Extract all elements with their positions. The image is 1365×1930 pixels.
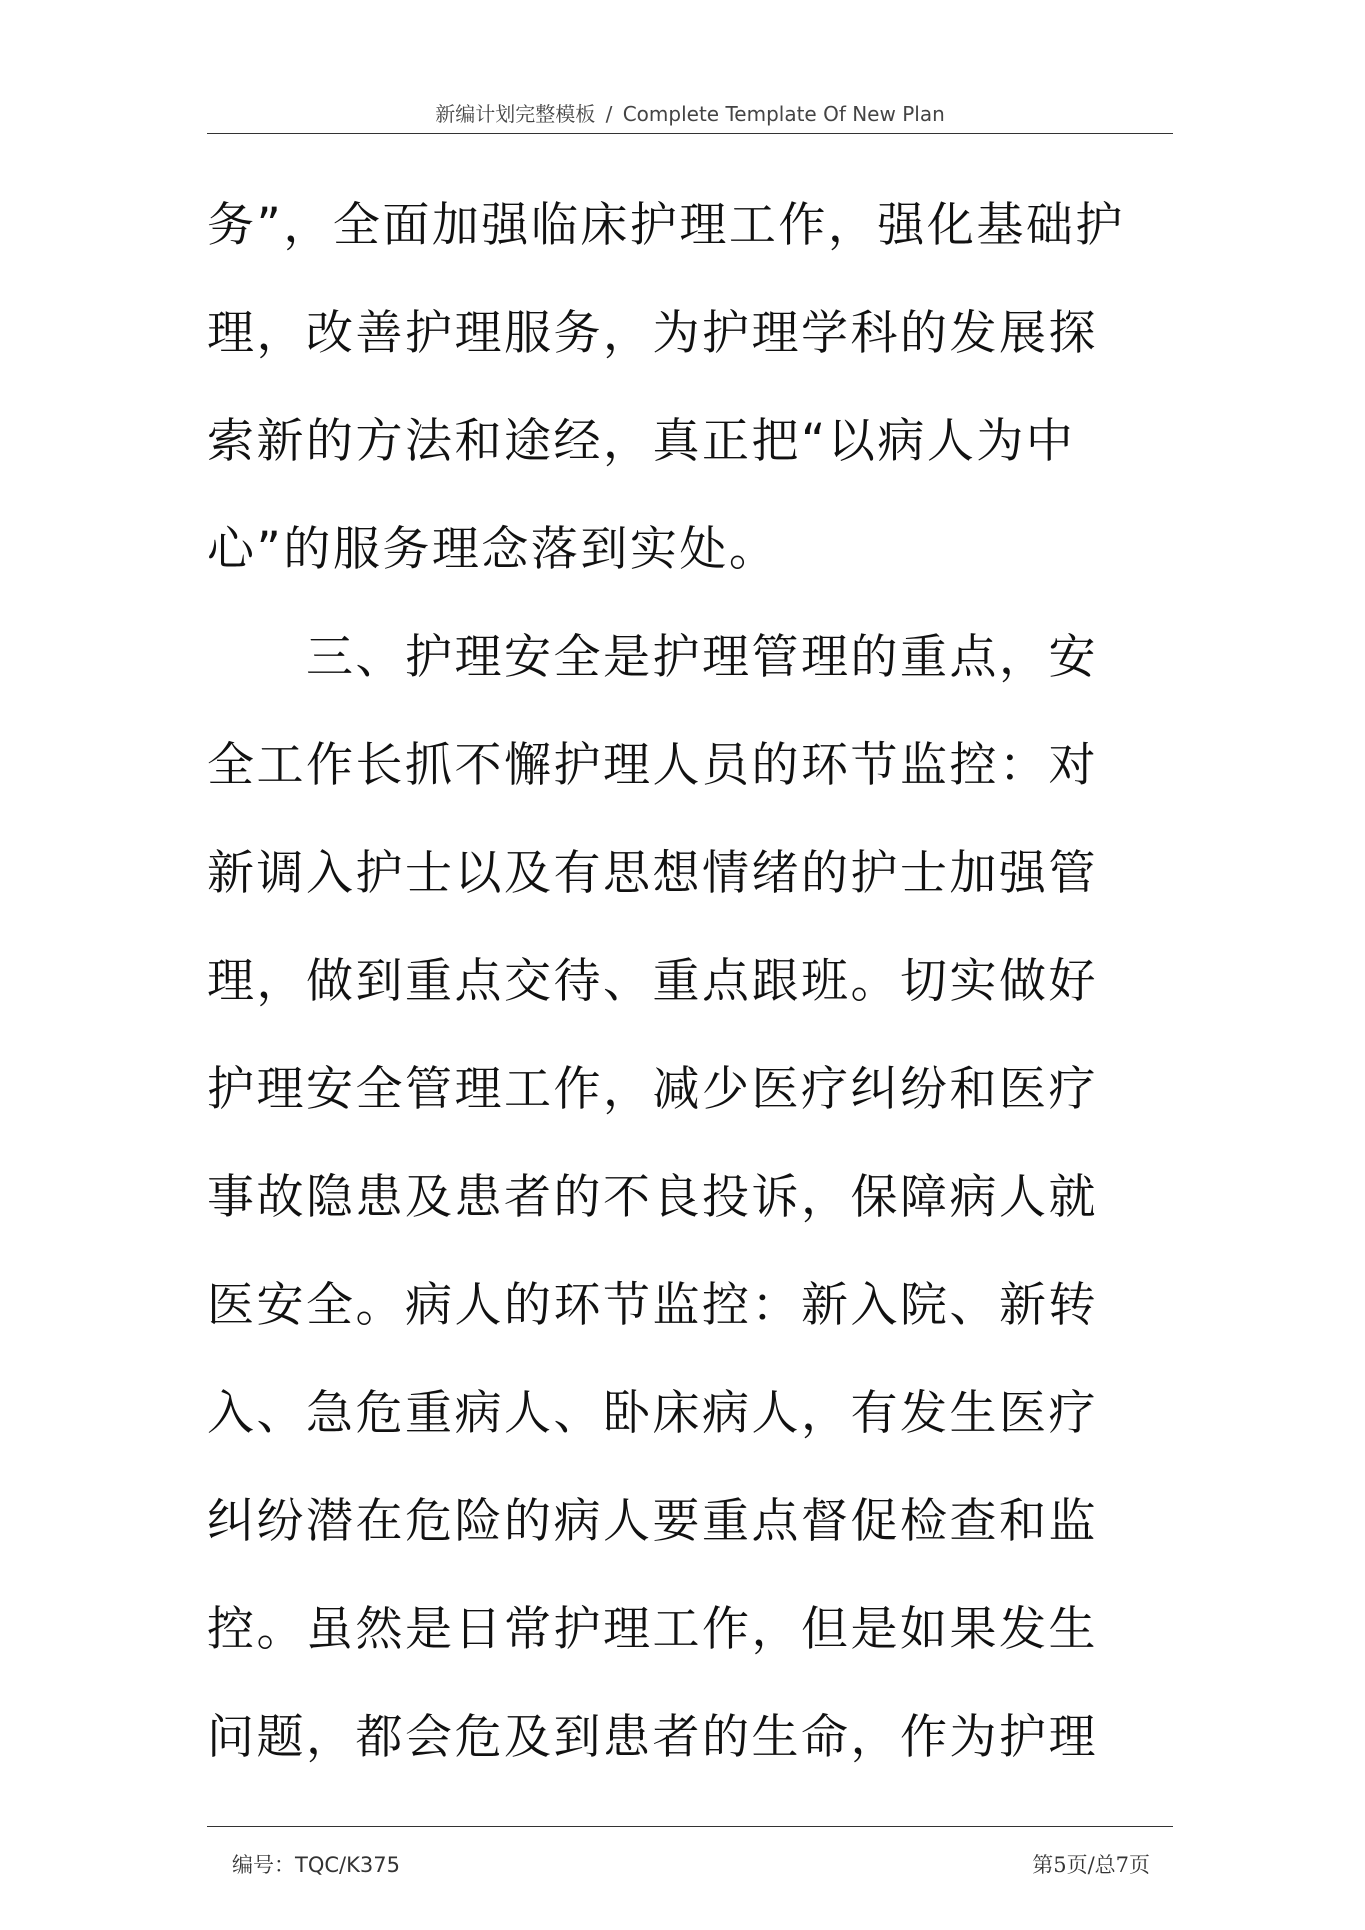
body-line: 医安全。病人的环节监控：新入院、新转 — [207, 1278, 1098, 1333]
body-line: 控。虽然是日常护理工作，但是如果发生 — [207, 1602, 1098, 1657]
page-header — [207, 96, 1173, 132]
body-line: 索新的方法和途经，真正把“以病人为中 — [207, 414, 1076, 469]
body-line: 理，做到重点交待、重点跟班。切实做好 — [207, 954, 1098, 1009]
body-text — [207, 172, 1147, 1792]
header-title-en: Complete Template Of New Plan — [622, 102, 945, 126]
header-separator: / — [605, 102, 613, 126]
body-line: 理，改善护理服务，为护理学科的发展探 — [207, 306, 1098, 361]
body-line: 全工作长抓不懈护理人员的环节监控：对 — [207, 738, 1098, 793]
page-indicator: 第5页/总7页 — [1032, 1853, 1150, 1877]
header-title-cn: 新编计划完整模板 — [435, 102, 596, 126]
body-line: 问题，都会危及到患者的生命，作为护理 — [207, 1710, 1098, 1765]
body-line: 纠纷潜在危险的病人要重点督促检查和监 — [207, 1494, 1098, 1549]
body-line: 三、护理安全是护理管理的重点，安 — [207, 630, 1098, 685]
body-line: 心”的服务理念落到实处。 — [207, 522, 779, 577]
body-line: 新调入护士以及有思想情绪的护士加强管 — [207, 846, 1098, 901]
body-line: 务”，全面加强临床护理工作，强化基础护 — [207, 198, 1125, 253]
body-line: 入、急危重病人、卧床病人，有发生医疗 — [207, 1386, 1098, 1441]
footer-divider — [207, 1826, 1173, 1827]
document-number: 编号：TQC/K375 — [232, 1853, 400, 1877]
body-line: 护理安全管理工作，减少医疗纠纷和医疗 — [207, 1062, 1098, 1117]
body-line: 事故隐患及患者的不良投诉，保障病人就 — [207, 1170, 1098, 1225]
header-divider — [207, 133, 1173, 134]
